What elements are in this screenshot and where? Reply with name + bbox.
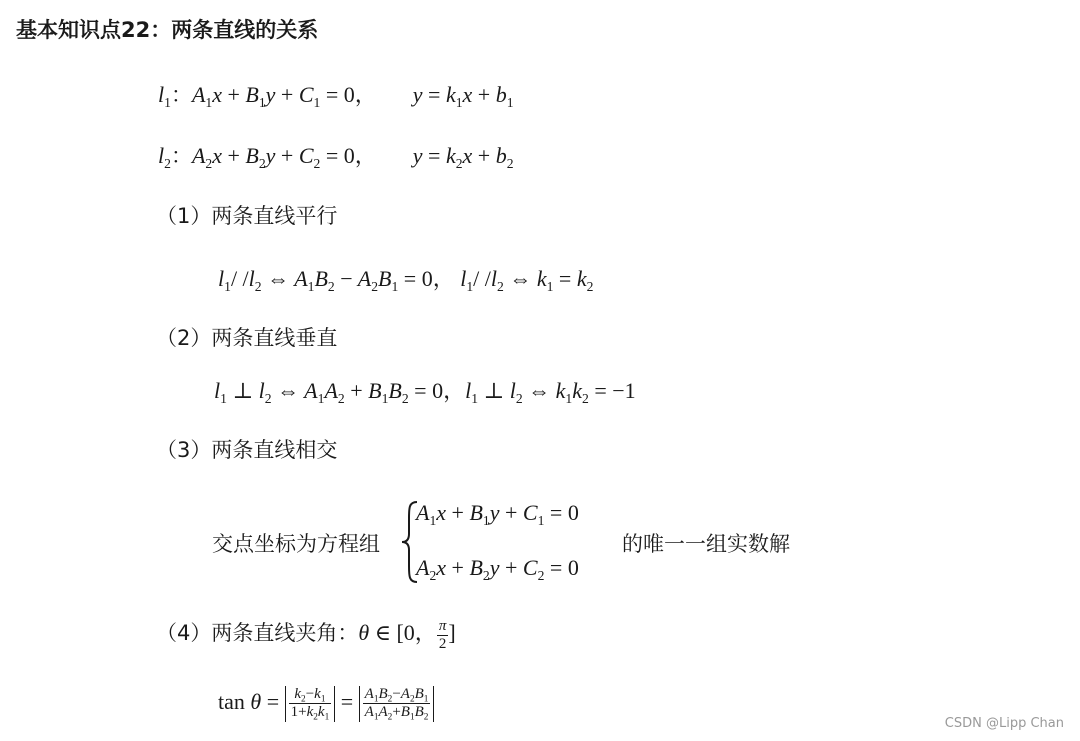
formula-angle: tan θ = $\frac{k_2-k_1}{1+k_2k_1}$ = $\frac{A_1B_2-A_2B_1}{A_1A_2+B_1B_2}$ — [218, 686, 434, 722]
line-l2-slope: $y = k_2x + b_2$ — [412, 143, 514, 171]
page-title: 基本知识点22：两条直线的关系 — [16, 18, 319, 42]
heading-parallel: （1）两条直线平行 — [156, 204, 338, 228]
formula-parallel: $l_1/$ $/l_2$ ⇔ $A_1B_2 - A_2B_1 = 0$， $l_1/$ $/l_2$ ⇔ $k_1 = k_2$ — [218, 266, 594, 294]
intersect-suffix: 的唯一一组实数解 — [622, 532, 790, 556]
line-l2-equations — [158, 139, 514, 170]
line-l1-slope: $y = k_1x + b_1$ — [412, 82, 514, 110]
intersect-prefix: 交点坐标为方程组 — [212, 532, 380, 556]
heading-perpendicular: （2）两条直线垂直 — [156, 326, 338, 350]
system-eq2: $A_2x + B_2y + C_2 = 0$ — [416, 555, 579, 583]
line-l1-equations — [158, 78, 514, 109]
system-eq1: $A_1x + B_1y + C_1 = 0$ — [416, 500, 579, 528]
formula-perpendicular: $l_1$ ⊥ $l_2$ ⇔ $A_1A_2 + B_1B_2 = 0$，$l_1$ ⊥ $l_2$ ⇔ $k_1k_2 = -1$ — [214, 378, 636, 406]
line-l2-general: $l_2$：$A_2x + B_2y + C_2 = 0$， — [158, 143, 377, 171]
line-l1-general: $l_1$：$A_1x + B_1y + C_1 = 0$， — [158, 82, 377, 110]
heading-angle: （4）两条直线夹角：θ ∈ [0， $\frac{\pi}{2}$ ] — [156, 617, 456, 652]
heading-intersect: （3）两条直线相交 — [156, 438, 338, 462]
watermark: CSDN @Lipp Chan — [944, 716, 1064, 731]
